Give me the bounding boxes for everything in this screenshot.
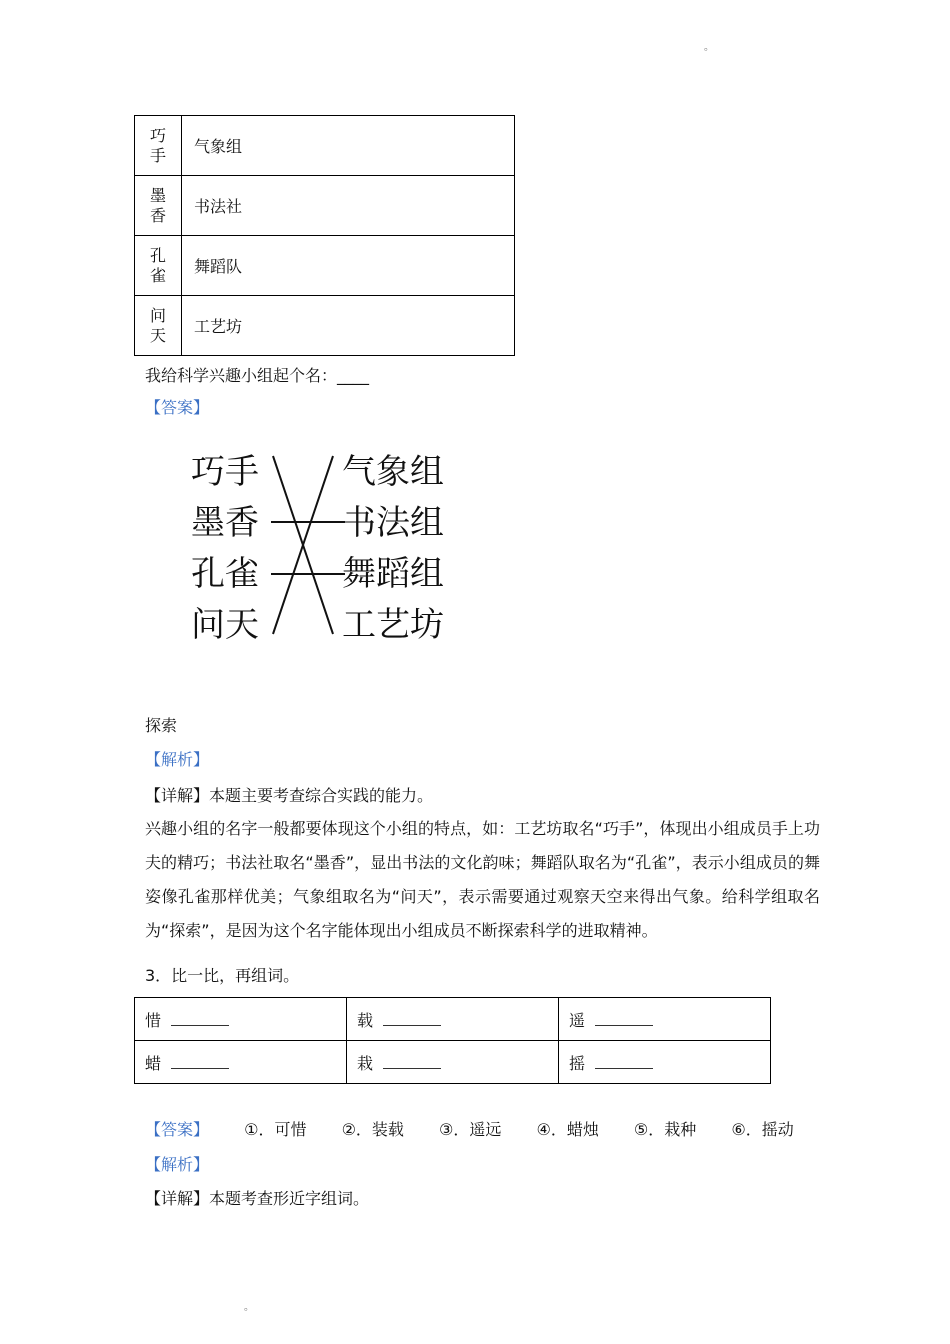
detail-line: 【详解】本题主要考查综合实践的能力。 (145, 786, 434, 805)
answer-item: ②．装载 (341, 1120, 404, 1139)
match-right-word: 舞蹈组 (342, 554, 444, 594)
analysis-label: 【解析】 (145, 750, 210, 769)
analysis-label: 【解析】 (145, 1155, 210, 1174)
group-cell: 舞蹈队 (182, 236, 515, 296)
group-cell: 书法社 (182, 176, 515, 236)
q2-answer: 探索 (145, 716, 178, 735)
char-table (134, 997, 771, 1084)
detail-line: 【详解】本题考查形近字组词。 (145, 1189, 370, 1208)
bottom-mark: 。 (244, 1302, 254, 1313)
fill-blank[interactable] (595, 1056, 653, 1069)
fill-blank[interactable] (595, 1013, 653, 1026)
group-cell: 气象组 (182, 116, 515, 176)
answer-item: ③．遥远 (439, 1120, 502, 1139)
q3-title: 3．比一比，再组词。 (145, 966, 300, 985)
matching-figure (185, 448, 465, 648)
fill-blank[interactable] (383, 1013, 441, 1026)
answer-item: ⑥．摇动 (731, 1120, 794, 1139)
answer-label: 【答案】 (145, 1120, 210, 1139)
match-right-word: 书法组 (342, 503, 444, 543)
char-cell: 蜡 (145, 1053, 162, 1073)
match-right-word: 工艺坊 (342, 605, 444, 645)
table-row (135, 1041, 771, 1084)
fill-blank[interactable] (171, 1056, 229, 1069)
group-cell: 工艺坊 (182, 296, 515, 356)
table-row (135, 296, 515, 356)
table-row (135, 116, 515, 176)
match-left-word: 孔雀 (191, 554, 259, 594)
fill-blank[interactable] (171, 1013, 229, 1026)
char-cell: 摇 (569, 1053, 586, 1073)
q2-prompt: 我给科学兴趣小组起个名：____ (145, 366, 370, 385)
match-right-word: 气象组 (342, 452, 444, 492)
top-mark: 。 (704, 42, 714, 53)
answer-item: ④．蜡烛 (536, 1120, 599, 1139)
name-table (134, 115, 515, 356)
char-cell: 惜 (145, 1010, 162, 1030)
match-left-word: 巧手 (191, 452, 259, 492)
name-cell: 问天 (149, 305, 166, 345)
explanation-paragraph: 兴趣小组的名字一般都要体现这个小组的特点，如：工艺坊取名“巧手”，体现出小组成员手上功夫的精巧；书法社取名“墨香”，显出书法的文化韵味；舞蹈队取名为“孔雀”，表示小组成员的舞姿像孔雀那样优美；气象组取名为“问天”，表示需要通过观察天空来得出气象。给科学组取名为“探索”，是因为这个名字能体现出小组成员不断探索科学的进取精神。 (145, 819, 820, 940)
table-row (135, 998, 771, 1041)
match-left-word: 问天 (191, 605, 259, 645)
matching-lines (185, 448, 465, 648)
char-cell: 栽 (357, 1053, 374, 1073)
char-cell: 遥 (569, 1010, 586, 1030)
char-cell: 载 (357, 1010, 374, 1030)
answer-label: 【答案】 (145, 398, 210, 417)
name-cell: 孔雀 (149, 245, 166, 285)
answer-item: ⑤．栽种 (633, 1120, 697, 1139)
match-left-word: 墨香 (191, 503, 259, 543)
fill-blank[interactable] (383, 1056, 441, 1069)
table-row (135, 236, 515, 296)
name-cell: 墨香 (149, 185, 166, 225)
table-row (135, 176, 515, 236)
q3-answer-line (145, 1120, 794, 1140)
name-cell: 巧手 (149, 125, 166, 165)
answer-item: ①．可惜 (244, 1120, 307, 1139)
